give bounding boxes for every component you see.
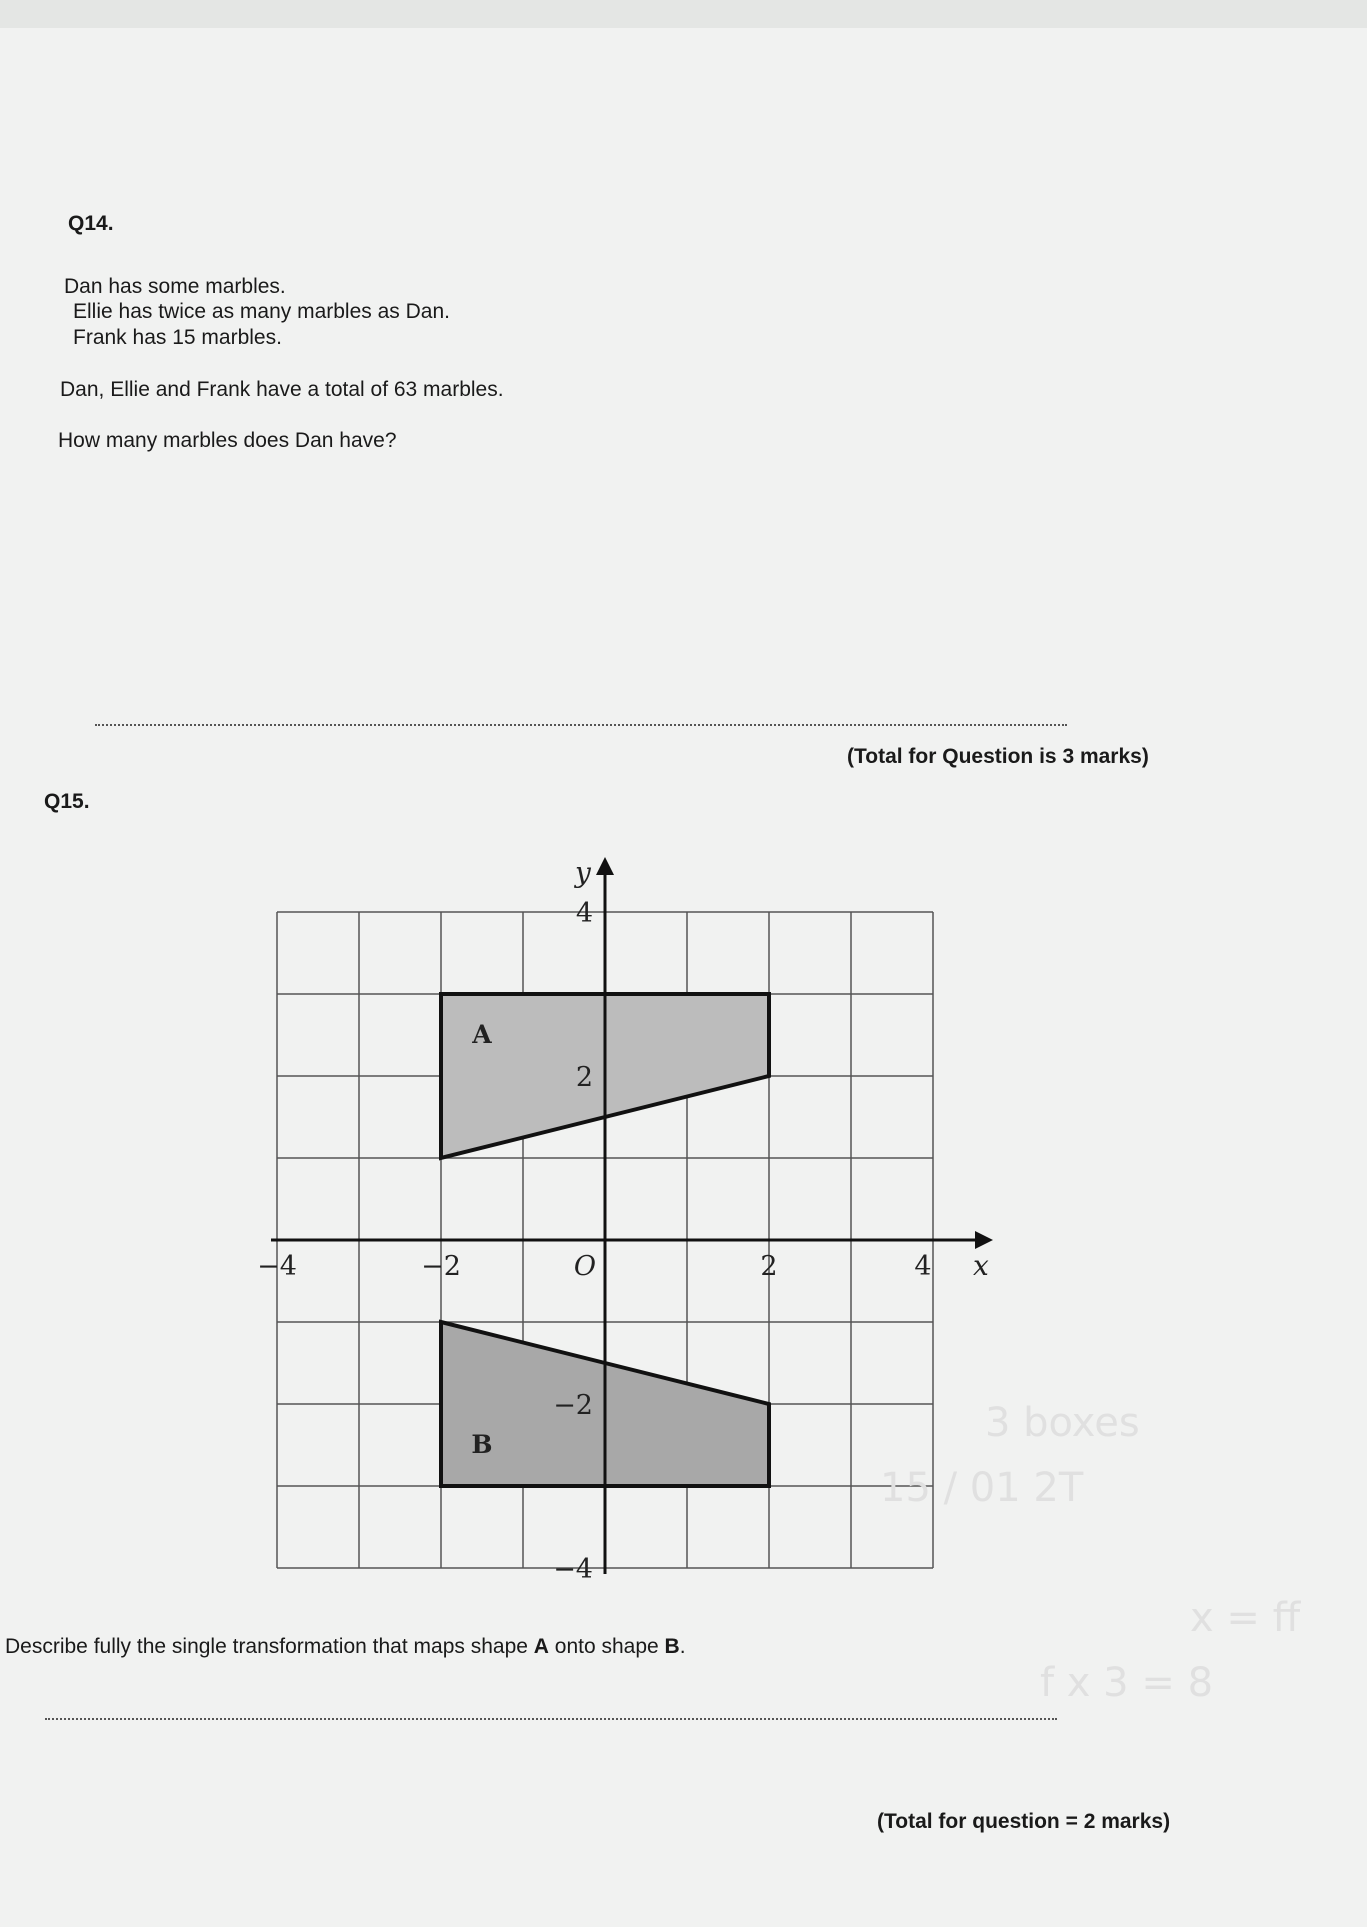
- q14-answer-line[interactable]: [95, 724, 1067, 726]
- y-tick-label: −4: [553, 1554, 593, 1585]
- x-axis-label: x: [973, 1249, 989, 1282]
- pencil-mark-2: 15 / 01 2T: [880, 1465, 1084, 1511]
- shape-b-label: B: [471, 1430, 493, 1459]
- q15-shape-a-ref: A: [533, 1635, 549, 1658]
- q15-instruction-end: .: [679, 1635, 686, 1658]
- question-15-number: Q15.: [44, 790, 90, 813]
- q14-question: How many marbles does Dan have?: [58, 429, 397, 452]
- x-tick-label: 2: [760, 1251, 778, 1282]
- x-tick-label: −4: [257, 1251, 297, 1282]
- q15-shape-b-ref: B: [664, 1635, 680, 1658]
- q15-answer-line[interactable]: [45, 1718, 1057, 1720]
- pencil-mark-3: x = ff: [1190, 1595, 1301, 1641]
- q14-line-1: Dan has some marbles.: [64, 275, 286, 298]
- y-tick-label: 2: [575, 1062, 593, 1093]
- y-axis-label: y: [575, 856, 591, 889]
- q14-total-statement: Dan, Ellie and Frank have a total of 63 marbles.: [60, 378, 504, 401]
- x-tick-label: O: [573, 1251, 597, 1282]
- q15-instruction: [5, 1635, 686, 1659]
- q14-marks: (Total for Question is 3 marks): [847, 745, 1149, 768]
- q15-instruction-before: Describe fully the single transformation that maps shape: [5, 1635, 534, 1658]
- q14-line-3: Frank has 15 marbles.: [73, 326, 282, 349]
- x-axis-arrow: [975, 1231, 993, 1249]
- q15-marks: (Total for question = 2 marks): [877, 1810, 1171, 1833]
- y-axis-arrow: [596, 857, 614, 875]
- shape-a-label: A: [472, 1020, 492, 1049]
- pencil-mark-1: 3 boxes: [985, 1400, 1140, 1446]
- x-tick-label: 4: [914, 1251, 932, 1282]
- q15-instruction-middle: onto shape: [548, 1635, 665, 1658]
- y-tick-label: −2: [553, 1390, 593, 1421]
- question-14-number: Q14.: [68, 212, 114, 235]
- pencil-mark-4: f x 3 = 8: [1040, 1660, 1214, 1706]
- y-tick-label: 4: [575, 898, 593, 929]
- x-tick-label: −2: [421, 1251, 461, 1282]
- q14-line-2: Ellie has twice as many marbles as Dan.: [73, 300, 450, 323]
